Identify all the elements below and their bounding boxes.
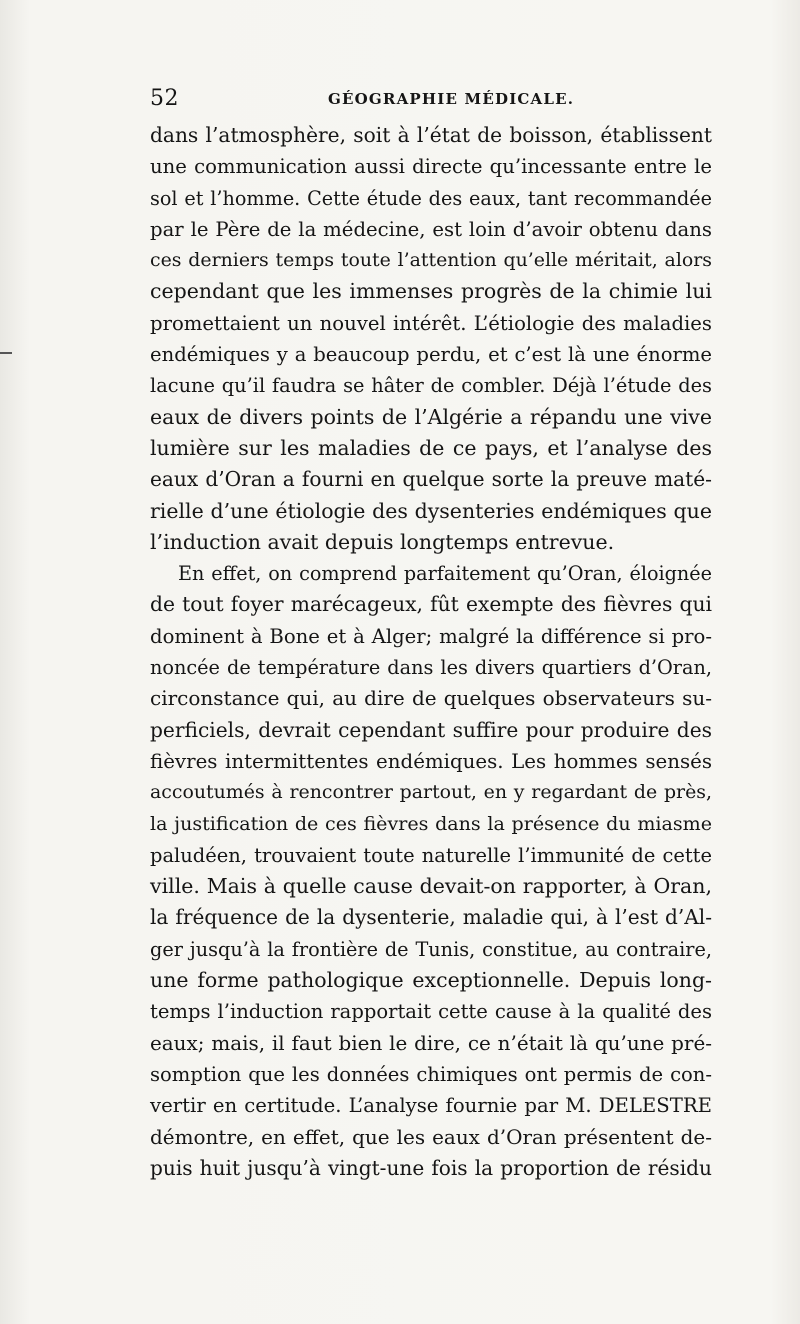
text-line: eaux de divers points de l’Algérie a répandu une vive: [150, 404, 712, 429]
text-line: rielle d’une étiologie des dysenteries endémiques que: [150, 498, 712, 523]
text-line: une forme pathologique exceptionnelle. Depuis long-: [150, 968, 712, 993]
text-line: accoutumés à rencontrer partout, en y regardant de près,: [150, 781, 712, 804]
text-line: puis huit jusqu’à vingt-une fois la proportion de résidu: [150, 1155, 712, 1180]
text-line: temps l’induction rapportait cette cause à la qualité des: [150, 1000, 712, 1024]
text-line: sol et l’homme. Cette étude des eaux, tant recommandée: [150, 186, 712, 210]
text-line: démontre, en effet, que les eaux d’Oran présentent de-: [150, 1124, 712, 1149]
page-header: [150, 86, 710, 116]
text-line: ces derniers temps toute l’attention qu’elle méritait, alors: [150, 249, 712, 272]
text-line: fièvres intermittentes endémiques. Les hommes sensés: [150, 749, 712, 773]
scan-margin-mark: [0, 352, 12, 354]
text-line: endémiques y a beaucoup perdu, et c’est là une énorme: [150, 343, 712, 367]
text-line: lacune qu’il faudra se hâter de combler. Déjà l’étude des: [150, 374, 712, 398]
text-line: lumière sur les maladies de ce pays, et l’analyse des: [150, 435, 712, 460]
text-line: paludéen, trouvaient toute naturelle l’immunité de cette: [150, 843, 712, 867]
text-line: la fréquence de la dysenterie, maladie qui, à l’est d’Al-: [150, 905, 712, 930]
text-line: dominent à Bone et à Alger; malgré la différence si pro-: [150, 624, 712, 648]
running-title: GÉOGRAPHIE MÉDICALE.: [328, 90, 575, 108]
text-line: une communication aussi directe qu’incessante entre le: [150, 155, 712, 179]
text-line: perficiels, devrait cependant suffire pour produire des: [150, 717, 712, 742]
text-line: circonstance qui, au dire de quelques observateurs su-: [150, 686, 712, 711]
page-number: 52: [150, 86, 179, 111]
text-line: cependant que les immenses progrès de la chimie lui: [150, 279, 712, 304]
text-line: dans l’atmosphère, soit à l’état de boisson, établissent: [150, 123, 712, 147]
text-line: par le Père de la médecine, est loin d’avoir obtenu dans: [150, 217, 712, 241]
text-line: promettaient un nouvel intérêt. L’étiologie des maladies: [150, 311, 712, 335]
text-line: somption que les données chimiques ont permis de con-: [150, 1062, 712, 1086]
text-line: noncée de température dans les divers quartiers d’Oran,: [150, 656, 712, 680]
text-line: la justification de ces fièvres dans la présence du miasme: [150, 812, 712, 835]
text-line: eaux; mais, il faut bien le dire, ce n’était là qu’une pré-: [150, 1030, 712, 1055]
body-text: [150, 120, 712, 1184]
text-line: eaux d’Oran a fourni en quelque sorte la preuve maté-: [150, 467, 712, 492]
text-line: En effet, on comprend parfaitement qu’Oran, éloignée: [178, 562, 712, 586]
text-line: ger jusqu’à la frontière de Tunis, constitue, au contraire,: [150, 937, 712, 961]
text-line: vertir en certitude. L’analyse fournie par M. DELESTRE: [150, 1094, 712, 1118]
text-line: l’induction avait depuis longtemps entrevue.: [150, 529, 615, 554]
text-line: ville. Mais à quelle cause devait-on rapporter, à Oran,: [150, 874, 712, 899]
text-line: de tout foyer marécageux, fût exempte des fièvres qui: [150, 592, 712, 617]
